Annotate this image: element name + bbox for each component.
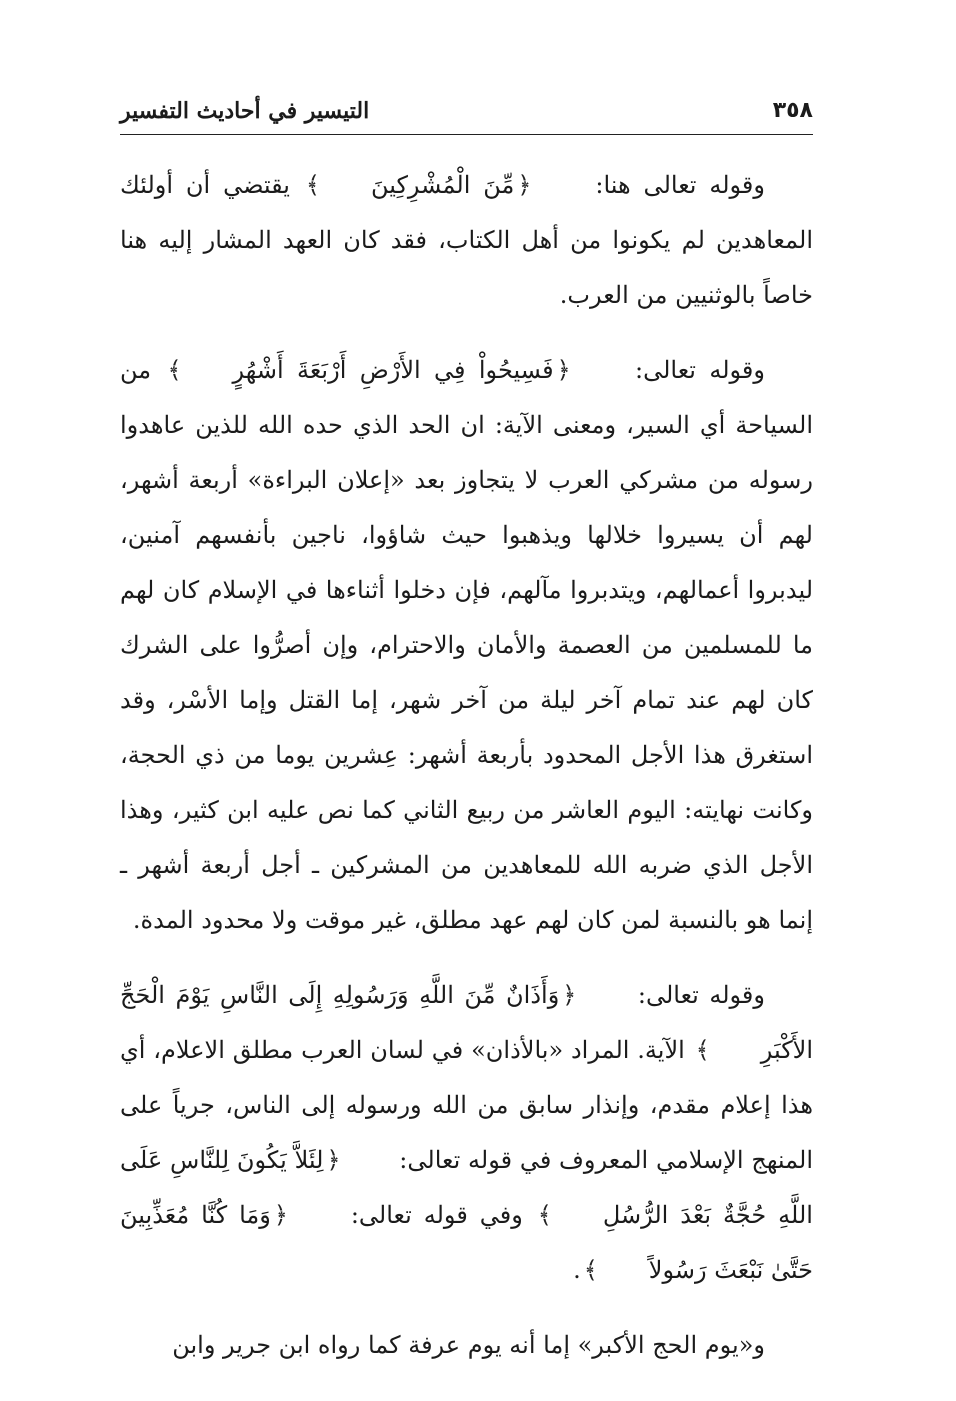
running-title: التيسير في أحاديث التفسير <box>120 98 370 124</box>
quran-verse: فَسِيحُواْ فِي الأَرْضِ أَرْبَعَةَ أَشْهُرٍ <box>232 356 554 384</box>
paragraph-text: الآية. المراد «بالأذان» في لسان العرب مطلق الاعلام، أي هذا إعلام مقدم، وإنذار سابق من الله ورسوله إلى الناس، جرياً على المنهج الإسلامي المعروف في قوله تعالى: <box>120 1036 813 1174</box>
paragraph-text: يقتضي أن أولئك المعاهدين لم يكونوا من أهل الكتاب، فقد كان العهد المشار إليه هنا خاصاً بالوثنيين من العرب. <box>120 171 813 309</box>
paragraph-text: من السياحة أي السير، ومعنى الآية: ان الحد الذي حده الله للذين عاهدوا رسوله من مشركي العرب لا يتجاوز بعد «إعلان البراءة» أربعة أشهر، لهم أن يسيروا خلالها ويذهبوا حيث شاؤوا، ناجين بأنفسهم آمنين، ليدبروا أعمالهم، ويتدبروا مآلهم، فإن دخلوا أثناءها في الإسلام كان لهم ما للمسلمين من العصمة والأمان والاحترام، وإن أصرُّوا على الشرك كان لهم عند تمام آخر ليلة من آخر شهر، إما القتل وإما الأسْر، وقد استغرق هذا الأجل المحدود بأربعة أشهر: عِشرين يوما من ذي الحجة، وكانت نهايته: اليوم العاشر من ربيع الثاني كما نص عليه ابن كثير، وهذا الأجل الذي ضربه الله للمعاهدين من المشركين ـ أجل أربعة أشهر ـ إنما هو بالنسبة لمن كان لهم عهد مطلق، غير موقت ولا محدود المدة. <box>120 356 813 934</box>
paragraph-text: و«يوم الحج الأكبر» إما أنه يوم عرفة كما رواه ابن جرير وابن <box>172 1331 765 1359</box>
quran-close-bracket-icon: ﴾ <box>537 1201 552 1229</box>
paragraph-1 <box>120 158 813 323</box>
quran-close-bracket-icon: ﴾ <box>167 356 182 384</box>
quran-open-bracket-icon: ﴿ <box>273 1201 288 1229</box>
header-rule <box>120 134 813 135</box>
quran-open-bracket-icon: ﴿ <box>556 356 571 384</box>
page-number: ٣٥٨ <box>772 98 813 123</box>
page-header <box>120 96 813 136</box>
quran-open-bracket-icon: ﴿ <box>562 981 577 1009</box>
quran-open-bracket-icon: ﴿ <box>517 171 532 199</box>
paragraph-4 <box>120 1318 813 1373</box>
paragraph-text: وفي قوله تعالى: <box>350 1201 523 1229</box>
quran-verse: وَأَذَانٌ مِّنَ اللَّهِ وَرَسُولِهِ إِلَى النَّاسِ يَوْمَ الْحَجِّ الأَكْبَرِ <box>120 981 813 1064</box>
paragraph-end: . <box>573 1256 581 1284</box>
paragraph-intro: وقوله تعالى: <box>637 981 765 1009</box>
paragraph-intro: وقوله تعالى: <box>635 356 765 384</box>
paragraph-3 <box>120 968 813 1298</box>
paragraph-intro: وقوله تعالى هنا: <box>595 171 765 199</box>
quran-close-bracket-icon: ﴾ <box>583 1256 598 1284</box>
quran-verse: مِّنَ الْمُشْرِكِينَ <box>370 171 515 199</box>
paragraph-2 <box>120 343 813 948</box>
quran-verse: وَمَا كُنَّا مُعَذِّبِينَ حَتَّىٰ نَبْعَثَ رَسُولاً <box>120 1201 813 1284</box>
body-text <box>120 158 813 1393</box>
quran-close-bracket-icon: ﴾ <box>305 171 320 199</box>
quran-close-bracket-icon: ﴾ <box>695 1036 710 1064</box>
quran-open-bracket-icon: ﴿ <box>326 1146 341 1174</box>
quran-verse: لِئَلاَّ يَكُونَ لِلنَّاسِ عَلَى اللَّهِ حُجَّةٌ بَعْدَ الرُّسُلِ <box>120 1146 813 1229</box>
